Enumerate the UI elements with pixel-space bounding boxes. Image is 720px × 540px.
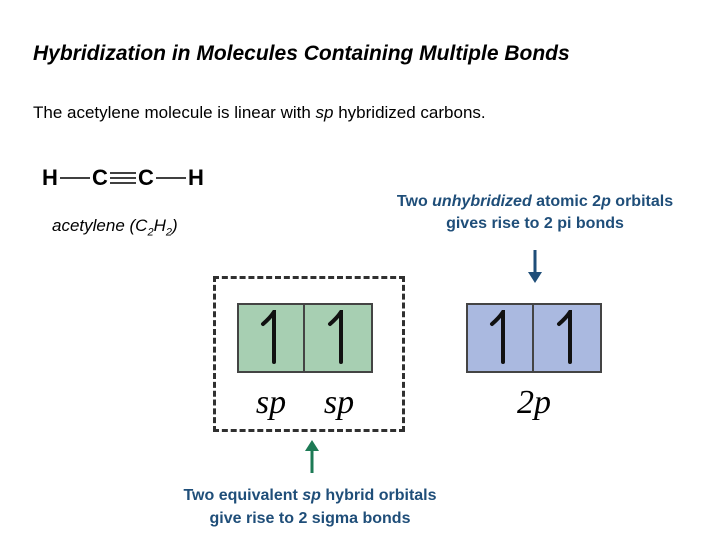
- unhybridized-note-line1: Two unhybridized atomic 2p orbitals: [396, 193, 674, 210]
- page-title: Hybridization in Molecules Containing Multiple Bonds: [33, 42, 570, 65]
- sp-label-1: sp: [255, 384, 287, 421]
- subtitle: [33, 103, 486, 123]
- p-label: 2p: [517, 384, 551, 421]
- molecule-end: ): [171, 216, 178, 235]
- subtitle-emph: sp: [315, 103, 334, 122]
- molecule-h: H: [153, 216, 166, 235]
- p-orbital-1: [466, 303, 534, 373]
- triple-bond: [110, 173, 136, 183]
- sub-h: 2: [165, 226, 172, 239]
- sp-orbital-pair: [237, 303, 373, 373]
- unhybridized-note: [350, 191, 720, 235]
- p-orbital-pair: [466, 303, 602, 373]
- down-arrow-icon: [526, 250, 544, 284]
- electron-up-arrow-icon: [485, 310, 515, 366]
- hybrid-note-line1: Two equivalent sp hybrid orbitals: [183, 487, 437, 504]
- electron-up-arrow-icon: [552, 310, 582, 366]
- lewis-structure: [40, 162, 220, 194]
- hybrid-note: [140, 484, 480, 530]
- p-orbital-2: [534, 303, 602, 373]
- electron-up-arrow-icon: [323, 310, 353, 366]
- electron-up-arrow-icon: [256, 310, 286, 366]
- atom-c-left: C: [92, 165, 108, 190]
- bond-lines: [40, 162, 220, 194]
- atom-c-right: C: [138, 165, 154, 190]
- atom-h-left: H: [42, 165, 58, 190]
- sp-label-2: sp: [323, 384, 355, 421]
- sp-orbital-1: [237, 303, 305, 373]
- molecule-name: acetylene (C: [52, 216, 148, 235]
- hybrid-note-line2: give rise to 2 sigma bonds: [209, 510, 411, 527]
- molecule-label: [52, 216, 178, 238]
- subtitle-after: hybridized carbons.: [333, 103, 486, 122]
- sub-c: 2: [147, 226, 154, 239]
- sp-orbital-2: [305, 303, 373, 373]
- subtitle-before: The acetylene molecule is linear with: [33, 103, 316, 122]
- up-arrow-icon: [303, 440, 321, 474]
- unhybridized-note-line2: gives rise to 2 pi bonds: [446, 215, 624, 232]
- atom-h-right: H: [188, 165, 204, 190]
